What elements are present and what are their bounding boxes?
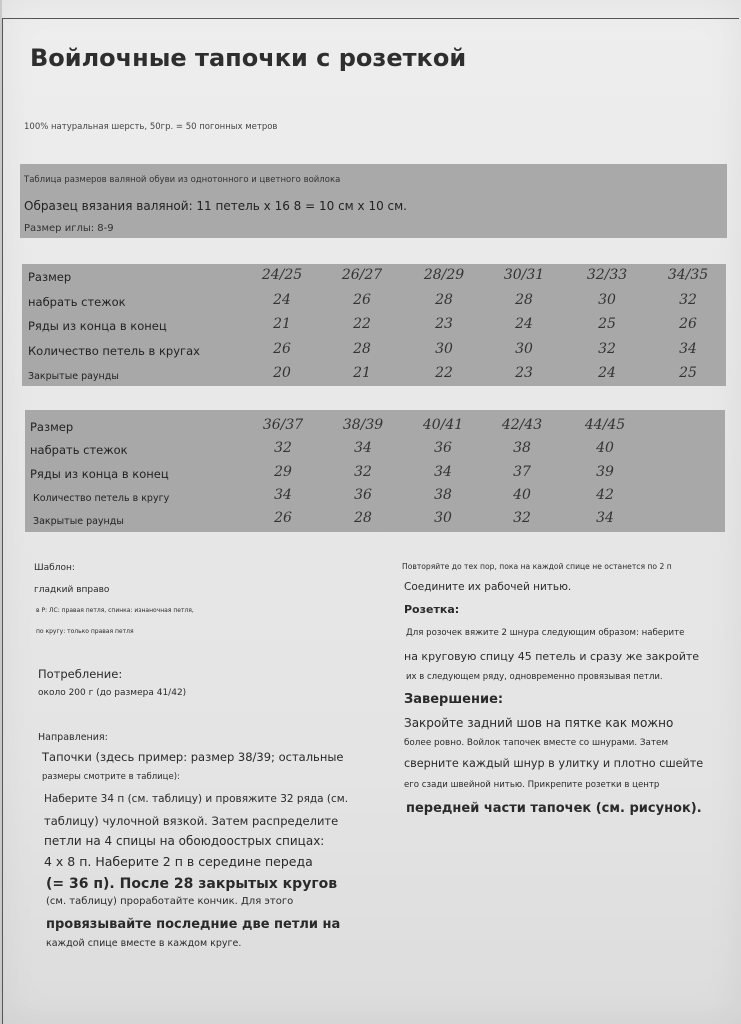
table-cell: 30 [434,510,452,526]
table-cell: 24 [515,316,533,332]
table-row [22,364,726,388]
directions-line: таблицу) чулочной вязкой. Затем распределите [44,814,339,828]
table-cell: 44/45 [584,417,626,433]
row-label: Количество петель в кругах [28,344,200,358]
finish-line: Закройте задний шов на пятке как можно [404,716,674,730]
gauge-text: Образец вязания валяной: 11 петель х 16 8 = 10 см х 10 см. [24,199,407,213]
row-label: Ряды из конца в конец [28,319,167,333]
frame-left-line [2,18,3,1024]
table-cell: 36 [434,440,452,456]
table-row [25,439,725,463]
table-row [25,416,725,440]
directions-line: Тапочки (здесь пример: размер 38/39; остальные [42,750,344,764]
table-cell: 24/25 [261,267,303,283]
consumption-heading: Потребление: [38,667,123,681]
table-cell: 21 [353,365,371,381]
table-cell: 39 [596,464,614,480]
row-label: Размер [28,270,72,284]
table-cell: 25 [679,365,697,381]
table-cell: 42/43 [501,417,543,433]
table-cell: 32 [354,464,372,480]
pattern-heading: Шаблон: [34,563,75,573]
table-cell: 24 [273,292,291,308]
row-label: Размер [30,420,74,434]
table-row [22,291,726,315]
table-cell: 40 [596,440,614,456]
directions-line: 4 х 8 п. Наберите 2 п в середине переда [44,854,313,869]
table-cell: 34 [434,464,452,480]
table-cell: 28/29 [423,267,465,283]
table-cell: 28 [354,510,372,526]
rosette-line: их в следующем ряду, одновременно провязывая петли. [406,672,663,682]
table-cell: 23 [435,316,453,332]
table-cell: 26/27 [341,267,383,283]
consumption-text: около 200 г (до размера 41/42) [38,688,187,698]
table-cell: 34 [274,487,292,503]
table-cell: 34 [354,440,372,456]
table-cell: 32 [513,510,531,526]
table-cell: 23 [515,365,533,381]
row-label: набрать стежок [28,295,126,309]
directions-line: каждой спице вместе в каждом круге. [46,938,242,949]
table-row [25,486,725,510]
table-cell: 22 [435,365,453,381]
table-cell: 40/41 [422,417,464,433]
table-cell: 28 [353,341,371,357]
directions-line: провязывайте последние две петли на [46,917,341,932]
repeat-text: Повторяйте до тех пор, пока на каждой спице не останется по 2 п [402,562,672,571]
finish-line: более ровно. Войлок тапочек вместе со шнурами. Затем [404,738,669,748]
finish-line: передней части тапочек (см. рисунок). [406,801,702,816]
finish-line: его сзади швейной нитью. Прикрепите розетки в центр [404,780,660,790]
table-cell: 38 [434,487,452,503]
table-cell: 30 [515,341,533,357]
pattern-line: по кругу: только правая петля [36,628,134,635]
directions-line: (= 36 п). После 28 закрытых кругов [46,876,338,892]
table-cell: 21 [273,316,291,332]
pattern-line: гладкий вправо [34,585,110,595]
table-row [22,266,726,290]
table-row [22,340,726,364]
join-text: Соедините их рабочей нитью. [404,581,572,593]
table-cell: 38 [513,440,531,456]
row-label: набрать стежок [30,443,128,457]
material-note: 100% натуральная шерсть, 50гр. = 50 погонных метров [24,122,278,132]
table-cell: 25 [598,316,616,332]
info-band [20,164,727,238]
needle-size: Размер иглы: 8-9 [24,223,114,234]
directions-heading: Направления: [38,732,108,743]
table-cell: 30 [435,341,453,357]
table-caption: Таблица размеров валяной обуви из однотонного и цветного войлока [24,175,341,185]
table-cell: 26 [274,510,292,526]
directions-line: (см. таблицу) проработайте кончик. Для этого [46,896,294,907]
pattern-line: в Р: ЛС: правая петля, спинка: изнаночная петля, [36,607,194,614]
table-cell: 28 [515,292,533,308]
table-cell: 22 [353,316,371,332]
table-cell: 32 [274,440,292,456]
table-cell: 32/33 [586,267,628,283]
table-cell: 37 [513,464,531,480]
table-cell: 36/37 [262,417,304,433]
row-label: Количество петель в кругу [33,493,170,504]
row-label: Закрытые раунды [28,371,119,382]
finish-heading: Завершение: [404,692,504,707]
table-cell: 30/31 [503,267,545,283]
table-cell: 20 [273,365,291,381]
table-cell: 30 [598,292,616,308]
table-cell: 29 [274,464,292,480]
table-cell: 26 [273,341,291,357]
table-cell: 32 [679,292,697,308]
size-table-1 [22,264,726,386]
frame-top-line [2,18,739,19]
table-cell: 34/35 [667,267,709,283]
rosette-line: Для розочек вяжите 2 шнура следующим образом: наберите [406,628,685,638]
directions-line: размеры смотрите в таблице): [42,772,180,782]
table-cell: 26 [679,316,697,332]
table-cell: 24 [598,365,616,381]
table-row [25,463,725,487]
table-cell: 26 [353,292,371,308]
directions-line: петли на 4 спицы на обоюдоострых спицах: [44,834,325,848]
table-cell: 34 [679,341,697,357]
page-title: Войлочные тапочки с розеткой [30,44,467,72]
row-label: Ряды из конца в конец [30,467,169,481]
table-row [25,509,725,533]
table-cell: 38/39 [342,417,384,433]
table-cell: 36 [354,487,372,503]
table-cell: 40 [513,487,531,503]
rosette-heading: Розетка: [404,603,460,616]
directions-line: Наберите 34 п (см. таблицу) и провяжите 32 ряда (см. [44,793,349,805]
table-cell: 28 [435,292,453,308]
table-cell: 34 [596,510,614,526]
rosette-line: на круговую спицу 45 петель и сразу же закройте [404,650,700,663]
size-table-2 [25,410,725,532]
table-cell: 42 [596,487,614,503]
finish-line: сверните каждый шнур в улитку и плотно сшейте [404,757,704,770]
table-row [22,315,726,339]
table-cell: 32 [598,341,616,357]
row-label: Закрытые раунды [33,516,124,527]
